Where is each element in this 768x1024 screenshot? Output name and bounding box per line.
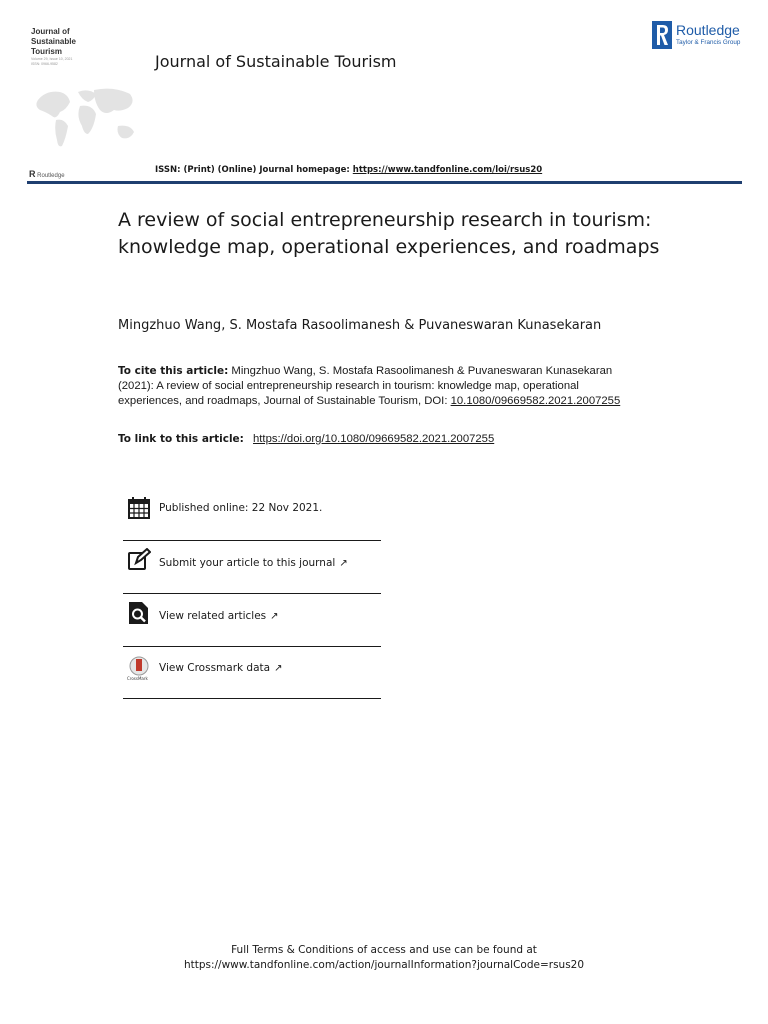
external-link-icon: ↗ — [339, 558, 348, 569]
terms-line: Full Terms & Conditions of access and use can be found at — [231, 944, 537, 956]
cover-journal-title: Journal of Sustainable Tourism — [31, 27, 76, 56]
article-title: A review of social entrepreneurship research in tourism: knowledge map, operational experiences, and roadmaps — [118, 209, 660, 258]
divider — [123, 540, 381, 541]
small-publisher-logo: R Routledge — [29, 169, 65, 179]
view-related-articles-button[interactable] — [123, 599, 381, 651]
publisher-subtitle: Taylor & Francis Group — [676, 39, 741, 46]
citation-text: Mingzhuo Wang, S. Mostafa Rasoolimanesh & Puvaneswaran Kunasekaran (2021): A review of social entrepreneurship research in tourism: knowledge map, operational experiences, and roadmaps, Journal of Sustainable Tourism, DOI: — [118, 365, 613, 407]
article-authors: Mingzhuo Wang, S. Mostafa Rasoolimanesh & Puvaneswaran Kunasekaran — [118, 318, 602, 333]
related-articles-icon — [127, 601, 151, 625]
citation-block — [118, 364, 628, 409]
article-doi-link[interactable]: https://doi.org/10.1080/09669582.2021.2007255 — [253, 433, 495, 445]
divider — [123, 698, 381, 699]
view-crossmark-data-button[interactable] — [123, 652, 381, 704]
published-online-row — [123, 494, 381, 546]
submit-article-label: Submit your article to this journal ↗ — [159, 557, 348, 569]
issn-line — [155, 165, 542, 175]
divider — [123, 646, 381, 647]
article-link-line — [118, 433, 494, 445]
journal-homepage-link[interactable]: https://www.tandfonline.com/loi/rsus20 — [352, 165, 543, 175]
published-online-label: Published online: 22 Nov 2021. — [159, 502, 323, 514]
link-label: To link to this article: — [118, 433, 244, 445]
cover-meta: Volume 29, Issue 10, 2021 ISSN: 0966-9582 — [31, 57, 73, 66]
divider — [123, 593, 381, 594]
edit-icon — [127, 548, 151, 572]
header-rule — [27, 181, 742, 184]
view-related-articles-label: View related articles ↗ — [159, 610, 279, 622]
external-link-icon: ↗ — [274, 663, 283, 674]
calendar-icon — [127, 496, 151, 520]
terms-url[interactable]: https://www.tandfonline.com/action/journalInformation?journalCode=rsus20 — [183, 959, 585, 971]
terms-footer — [0, 943, 768, 973]
view-crossmark-data-label: View Crossmark data ↗ — [159, 662, 283, 674]
publisher-name: Routledge — [676, 22, 740, 38]
journal-name: Journal of Sustainable Tourism — [155, 52, 397, 71]
issn-label: ISSN: (Print) (Online) Journal homepage: — [155, 165, 353, 175]
crossmark-caption: CrossMark — [127, 676, 148, 681]
citation-doi-link[interactable]: 10.1080/09669582.2021.2007255 — [450, 395, 621, 407]
external-link-icon: ↗ — [270, 611, 279, 622]
citation-label: To cite this article: — [118, 365, 229, 377]
world-map-image — [30, 82, 142, 154]
routledge-logo-icon — [652, 21, 672, 49]
submit-article-button[interactable] — [123, 546, 381, 598]
